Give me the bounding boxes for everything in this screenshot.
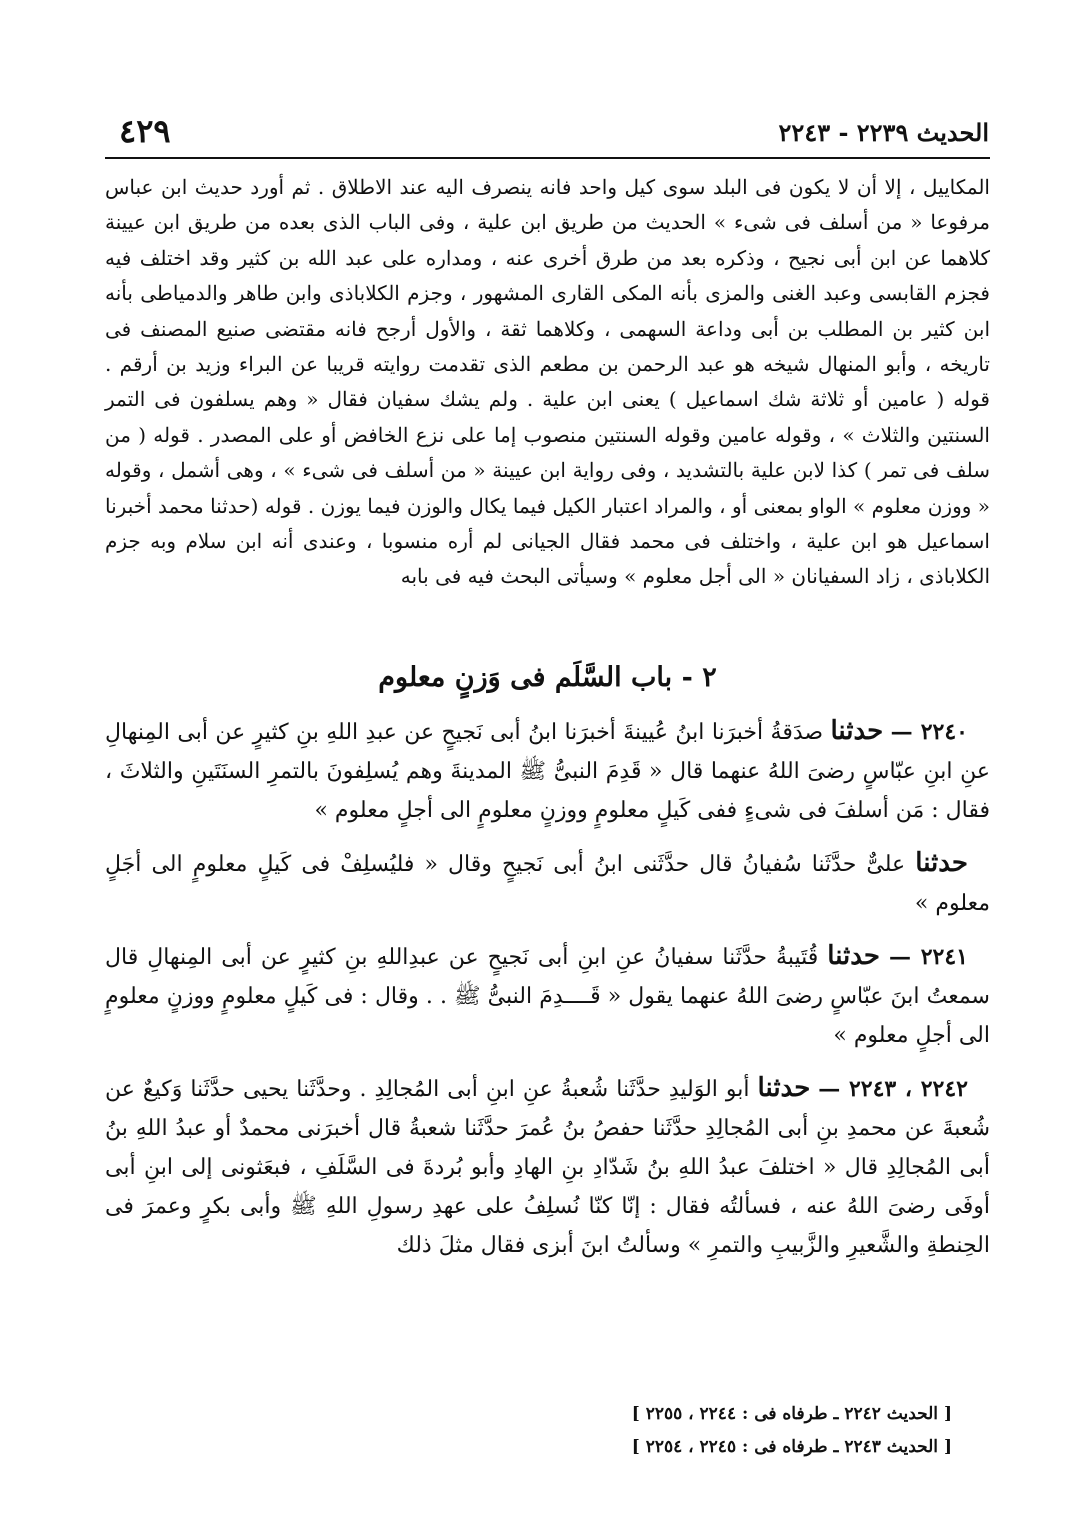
header-rule xyxy=(105,157,990,159)
footnote-2242: [ الحديث ٢٢٤٢ ـ طرفاه فى : ٢٢٤٤ ، ٢٢٥٥ ] xyxy=(631,1404,952,1424)
hadith-opening: حدثنا xyxy=(757,1073,811,1103)
hadith-text: علىٌّ حدَّثَنا سُفيانُ قال حدَّثَنى ابنُ أبى نَجيحٍ وقال « فليُسلِفْ فى كَيلٍ معلومٍ الى أجَلٍ معلوم » xyxy=(105,852,990,916)
hadith-2240-variant xyxy=(105,844,990,923)
hadith-number: ٢٢٤٢ ، ٢٢٤٣ — xyxy=(818,1076,968,1102)
commentary-text: المكاييل ، إلا أن لا يكون فى البلد سوى كيل واحد فانه ينصرف اليه عند الاطلاق . ثم أورد حديث ابن عباس مرفوعا « من أسلف فى شىء » الحديث من طريق ابن علية ، وفى الباب الذى بعده من طريق ابن عيينة كلاهما عن ابن أبى نجيح ، وذكره بعد من طرق أخرى عنه ، ومداره على عبد الله بن كثير وقد اختلف فيه فجزم القابسى وعبد الغنى والمزى بأنه المكى القارى المشهور ، وجزم الكلاباذى وابن طاهر والدمياطى بأنه ابن كثير بن المطلب بن أبى وداعة السهمى ، وكلاهما ثقة ، والأول أرجح فانه مقتضى صنيع المصنف فى تاريخه ، وأبو المنهال شيخه هو عبد الرحمن بن مطعم الذى تقدمت روايته قريبا عن البراء وزيد بن أرقم . قوله ( عامين أو ثلاثة شك اسماعيل ) يعنى ابن علية . ولم يشك سفيان فقال « وهم يسلفون فى التمر السنتين والثلاث » ، وقوله عامين وقوله السنتين منصوب إما على نزع الخافض أو على المصدر . قوله ( من سلف فى تمر ) كذا لابن علية بالتشديد ، وفى رواية ابن عيينة « من أسلف فى شىء » ، وهى أشمل ، وقوله « ووزن معلوم » الواو بمعنى أو ، والمراد اعتبار الكيل فيما يكال والوزن فيما يوزن . قوله (حدثنا محمد أخبرنا اسماعيل هو ابن علية ، واختلف فى محمد فقال الجيانى لم أره منسوبا ، وعندى أنه ابن سلام وبه جزم الكلاباذى ، زاد السفيانان « الى أجل معلوم » وسيأتى البحث فيه فى بابه xyxy=(105,175,990,589)
page-header xyxy=(107,112,989,156)
footnote-2243: [ الحديث ٢٢٤٣ ـ طرفاه فى : ٢٢٤٥ ، ٢٢٥٤ ] xyxy=(631,1437,952,1457)
hadith-section xyxy=(105,712,990,1279)
hadith-opening: حدثنا xyxy=(827,941,881,971)
hadith-number: ٢٢٤١ — xyxy=(889,944,968,970)
footnotes xyxy=(632,1398,952,1464)
hadith-text: قُتَيبةُ حدَّثَنا سفيانُ عنِ ابنِ أبى نَجيحٍ عن عبدِاللهِ بنِ كثيرٍ عن أبى المِنهالِ قال سمعتُ ابنَ عبّاسٍ رضىَ اللهُ عنهما يقول « قَــــدِمَ النبىُّ ﷺ . . وقال : فى كَيلٍ معلومٍ ووزنٍ معلومٍ الى أجلٍ معلوم » xyxy=(105,945,990,1048)
running-title: الحديث ٢٢٣٩ - ٢٢٤٣ xyxy=(778,118,989,147)
hadith-opening: حدثنا xyxy=(830,716,884,746)
hadith-2242-2243 xyxy=(105,1069,990,1265)
hadith-2240 xyxy=(105,712,990,830)
hadith-text: أبو الوَليدِ حدَّثَنا شُعبةُ عنِ ابنِ أبى المُجالِدِ . وحدَّثَنا يحيى حدَّثَنا وَكيعٌ عن شُعبةَ عن محمدِ بنِ أبى المُجالِدِ حدَّثَنا حفصُ بنُ عُمرَ حدَّثَنا شعبةُ قال أخبرَنى محمدٌ أو عبدُ اللهِ بنُ أبى المُجالِدِ قال « اختلفَ عبدُ اللهِ بنُ شَدّادِ بنِ الهادِ وأبو بُردةَ فى السَّلَفِ ، فبعَثونى إلى ابنِ أبى أوفَى رضىَ اللهُ عنه ، فسألتُه فقال : إنّا كنّا نُسلِفُ على عهدِ رسولِ اللهِ ﷺ وأبى بكرٍ وعمرَ فى الحِنطةِ والشَّعيرِ والزَّبيبِ والتمرِ » وسألتُ ابنَ أبزى فقال مثلَ ذلك xyxy=(105,1077,990,1258)
hadith-number: ٢٢٤٠ — xyxy=(890,719,968,745)
hadith-opening: حدثنا xyxy=(915,848,968,878)
hadith-text: صدَقةُ أخبرَنا ابنُ عُيينةَ أخبرَنا ابنُ أبى نَجيحٍ عن عبدِ اللهِ بنِ كثيرٍ عن أبى المِنهالِ عنِ ابنِ عبّاسٍ رضىَ اللهُ عنهما قال « قَدِمَ النبىُّ ﷺ المدينةَ وهم يُسلِفونَ بالتمرِ السنَتَينِ والثلاثَ ، فقال : مَن أسلفَ فى شىءٍ ففى كَيلٍ معلومٍ ووزنٍ معلومٍ الى أجلٍ معلوم » xyxy=(105,720,990,823)
hadith-2241 xyxy=(105,937,990,1055)
page-number: ٤٢٩ xyxy=(119,112,171,150)
chapter-title: ٢ - باب السَّلَم فى وَزنٍ معلوم xyxy=(378,662,717,693)
